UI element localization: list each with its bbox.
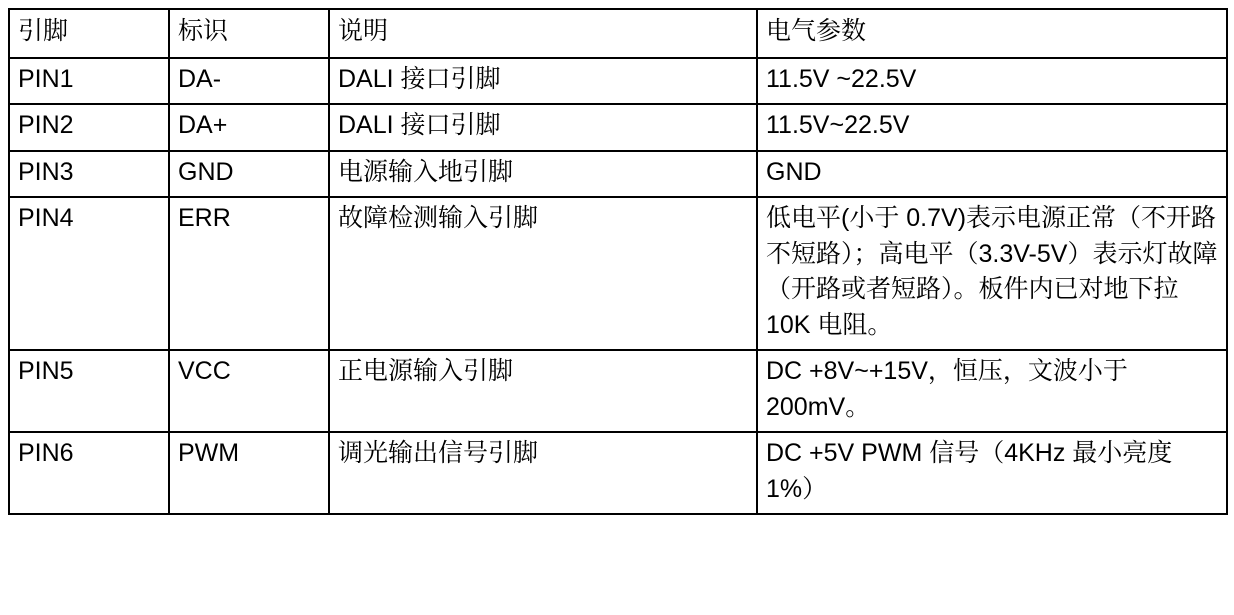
table-row bbox=[9, 432, 1227, 514]
cell-text: PIN4 bbox=[18, 204, 74, 232]
cell-electrical-parameters bbox=[757, 197, 1227, 350]
cell-text: DALI 接口引脚 bbox=[338, 64, 501, 93]
cell-text: 标识 bbox=[178, 17, 229, 45]
cell-text: 正电源输入引脚 bbox=[338, 357, 514, 385]
cell-text: DA+ bbox=[178, 111, 228, 139]
table-header-row bbox=[9, 9, 1227, 58]
cell-pin bbox=[9, 350, 169, 432]
cell-mark bbox=[169, 151, 329, 198]
cell-description bbox=[329, 350, 757, 432]
cell-text: PIN2 bbox=[18, 111, 74, 139]
cell-text: PIN5 bbox=[18, 357, 74, 385]
cell-text: 电气参数 bbox=[766, 17, 867, 45]
column-header-mark bbox=[169, 9, 329, 58]
cell-electrical-parameters bbox=[757, 151, 1227, 198]
cell-text: GND bbox=[766, 157, 822, 186]
cell-text: 说明 bbox=[338, 17, 389, 45]
table-row bbox=[9, 104, 1227, 151]
cell-text: 11.5V~22.5V bbox=[766, 111, 910, 139]
cell-description bbox=[329, 58, 757, 105]
cell-text: GND bbox=[178, 157, 234, 186]
table-row bbox=[9, 151, 1227, 198]
cell-text: VCC bbox=[178, 357, 231, 385]
cell-electrical-parameters bbox=[757, 104, 1227, 151]
cell-mark bbox=[169, 432, 329, 514]
cell-electrical-parameters bbox=[757, 350, 1227, 432]
cell-text: 低电平(小于 0.7V)表示电源正常（不开路不短路）；高电平（3.3V-5V）表示灯故障（开路或者短路）。板件内已对地下拉 10K 电阻。 bbox=[766, 204, 1218, 339]
cell-pin bbox=[9, 104, 169, 151]
cell-text: 引脚 bbox=[18, 17, 69, 45]
cell-text: DALI 接口引脚 bbox=[338, 111, 501, 139]
table-row bbox=[9, 58, 1227, 105]
cell-text: PIN1 bbox=[18, 64, 74, 93]
cell-pin bbox=[9, 58, 169, 105]
cell-text: PIN3 bbox=[18, 157, 74, 186]
column-header-electrical-parameters bbox=[757, 9, 1227, 58]
table-row bbox=[9, 350, 1227, 432]
pin-definition-table bbox=[8, 8, 1228, 515]
cell-text: PWM bbox=[178, 439, 240, 467]
cell-text: PIN6 bbox=[18, 439, 74, 467]
cell-mark bbox=[169, 104, 329, 151]
table-row bbox=[9, 197, 1227, 350]
cell-pin bbox=[9, 197, 169, 350]
cell-mark bbox=[169, 197, 329, 350]
cell-text: DC +8V~+15V，恒压，文波小于 200mV。 bbox=[766, 357, 1135, 421]
cell-text: DA- bbox=[178, 64, 222, 93]
cell-text: ERR bbox=[178, 204, 231, 232]
column-header-description bbox=[329, 9, 757, 58]
cell-text: 11.5V ~22.5V bbox=[766, 64, 917, 93]
cell-text: DC +5V PWM 信号（4KHz 最小亮度 1%） bbox=[766, 439, 1180, 503]
cell-description bbox=[329, 104, 757, 151]
cell-description bbox=[329, 151, 757, 198]
cell-description bbox=[329, 432, 757, 514]
column-header-pin bbox=[9, 9, 169, 58]
cell-pin bbox=[9, 151, 169, 198]
cell-electrical-parameters bbox=[757, 58, 1227, 105]
cell-text: 故障检测输入引脚 bbox=[338, 204, 539, 232]
cell-pin bbox=[9, 432, 169, 514]
cell-electrical-parameters bbox=[757, 432, 1227, 514]
cell-mark bbox=[169, 350, 329, 432]
cell-text: 电源输入地引脚 bbox=[338, 157, 514, 186]
cell-text: 调光输出信号引脚 bbox=[338, 439, 539, 467]
cell-mark bbox=[169, 58, 329, 105]
cell-description bbox=[329, 197, 757, 350]
